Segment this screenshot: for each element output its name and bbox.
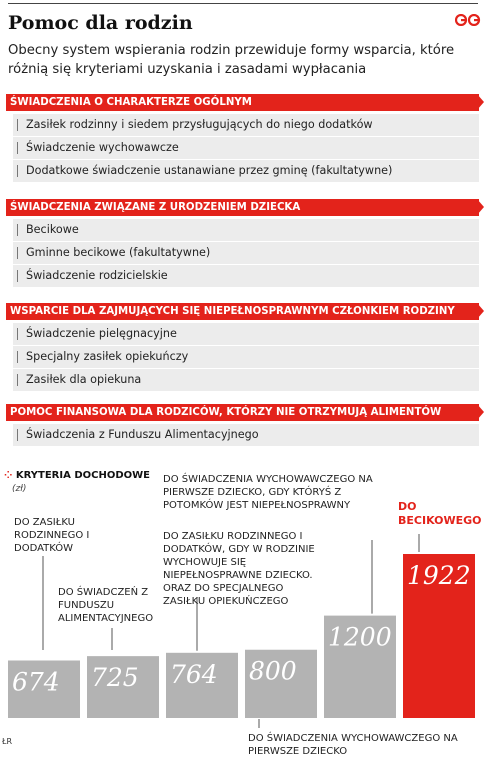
list-item: Świadczenie pielęgnacyjne (13, 323, 479, 345)
section-heading: ŚWIADCZENIA ZWIĄZANE Z URODZENIEM DZIECKA (6, 199, 479, 216)
bar-value-label-2: 764 (170, 659, 218, 689)
annotation-bar-3: DO ŚWIADCZENIA WYCHOWAWCZEGO NA PIERWSZE DZIECKO (248, 733, 458, 757)
annotation-bar-2: DO ZASIŁKU RODZINNEGO I DODATKÓW, GDY W RODZINIE WYCHOWUJE SIĘ NIEPEŁNOSPRAWNE DZIECKO. ORAZ DO SPECJALNEGO ZASIŁKU OPIEKUŃCZEGO (163, 531, 315, 607)
list-item: Specjalny zasiłek opiekuńczy (13, 346, 479, 368)
bar-value-label-3: 800 (249, 656, 297, 686)
bar-value-label-5: 1922 (407, 561, 471, 590)
page-title: Pomoc dla rodzin (8, 12, 193, 34)
annotation-bar-5: DO BECIKOWEGO (398, 500, 482, 527)
annotation-bar-1: DO ŚWIADCZEŃ Z FUNDUSZU ALIMENTACYJNEGO (58, 587, 154, 624)
section-heading: POMOC FINANSOWA DLA RODZICÓW, KTÓRZY NIE OTRZYMUJĄ ALIMENTÓW (6, 404, 479, 421)
chart-title-text: KRYTERIA DOCHODOWE (15, 470, 150, 481)
list-item: Dodatkowe świadczenie ustanawiane przez gminę (fakultatywne) (13, 160, 479, 182)
list-item: Gminne becikowe (fakultatywne) (13, 242, 479, 264)
annotation-bar-0: DO ZASIŁKU RODZINNEGO I DODATKÓW (14, 517, 90, 554)
list-item: Zasiłek rodzinny i siedem przysługujących do niego dodatków (13, 114, 479, 136)
bar-value-label-0: 674 (12, 667, 60, 697)
list-item: Świadczenie rodzicielskie (13, 265, 479, 287)
page-subtitle: Obecny system wspierania rodzin przewiduje formy wsparcia, które różnią się kryteriami uzyskania i zasadami wypłacania (8, 43, 455, 77)
section-heading: WSPARCIE DLA ZAJMUJĄCYCH SIĘ NIEPEŁNOSPRAWNYM CZŁONKIEM RODZINY (6, 303, 479, 320)
bar-value-label-4: 1200 (328, 622, 392, 652)
list-item: Świadczenie wychowawcze (13, 137, 479, 159)
bullet-icon: ⁘ (4, 470, 16, 481)
source-credit: ŁR (2, 737, 13, 746)
list-item: Świadczenia z Funduszu Alimentacyjnego (13, 424, 479, 446)
chart-unit: (zł) (12, 484, 27, 494)
bar-value-label-1: 725 (91, 663, 139, 693)
section-heading: ŚWIADCZENIA O CHARAKTERZE OGÓLNYM (6, 94, 479, 111)
list-item: Becikowe (13, 219, 479, 241)
annotation-bar-4: DO ŚWIADCZENIA WYCHOWAWCZEGO NA PIERWSZE DZIECKO, GDY KTÓRYŚ Z POTOMKÓW JEST NIEPEŁNOSPRAWNY (163, 474, 373, 511)
list-item: Zasiłek dla opiekuna (13, 369, 479, 391)
